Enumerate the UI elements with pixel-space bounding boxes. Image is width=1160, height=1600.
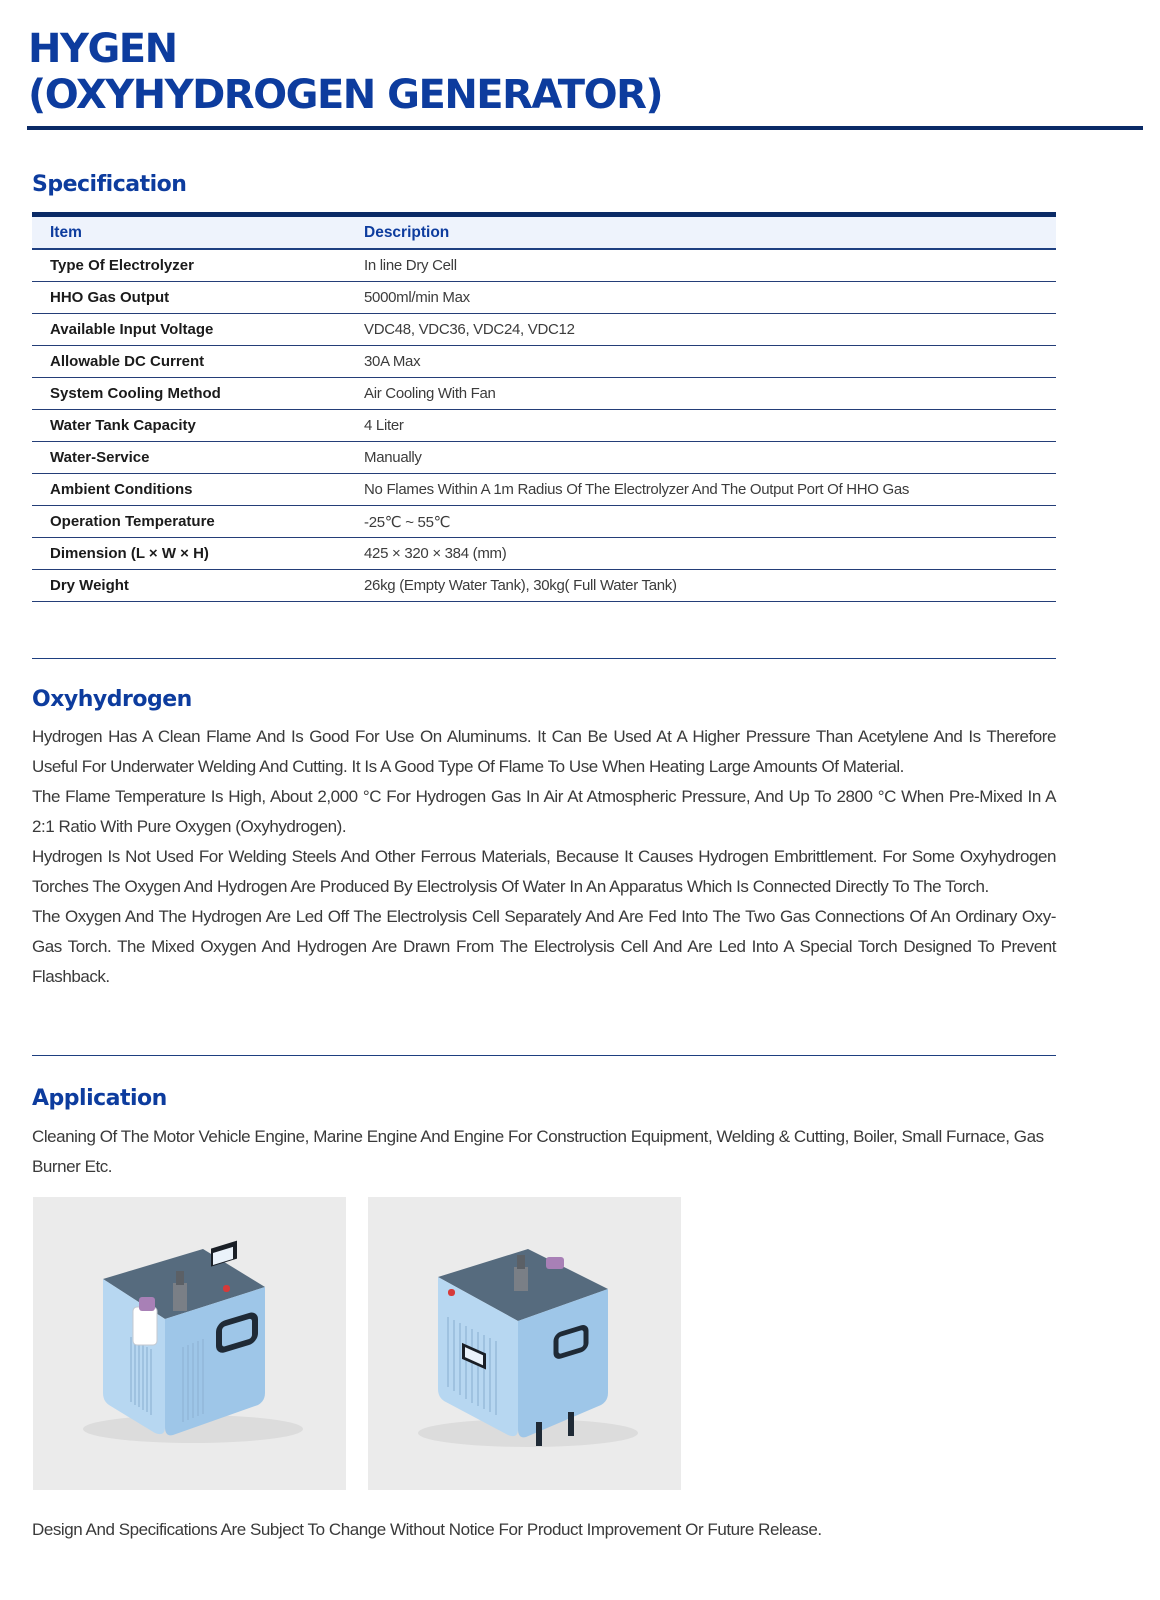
spec-description: 26kg (Empty Water Tank), 30kg( Full Water Tank) <box>346 570 1056 602</box>
column-header-description: Description <box>346 215 1056 250</box>
spec-description: -25℃ ~ 55℃ <box>346 506 1056 538</box>
spec-item: System Cooling Method <box>32 378 346 410</box>
table-row <box>32 346 1056 378</box>
product-image-rear <box>368 1197 681 1490</box>
oxyhydrogen-heading: Oxyhydrogen <box>32 687 192 712</box>
specification-table <box>32 212 1056 602</box>
generator-illustration <box>368 1197 681 1490</box>
title-rule <box>27 126 1143 130</box>
spec-item: Type Of Electrolyzer <box>32 249 346 282</box>
spec-item: HHO Gas Output <box>32 282 346 314</box>
oxyhydrogen-paragraph: Hydrogen Is Not Used For Welding Steels And Other Ferrous Materials, Because It Causes Hydrogen Embrittlement. For Some Oxyhydrogen Torches The Oxygen And Hydrogen Are Produced By Electrolysis Of Water In An Apparatus Which Is Connected Directly To The Torch. <box>32 847 1056 896</box>
spec-item: Water Tank Capacity <box>32 410 346 442</box>
table-row <box>32 474 1056 506</box>
spec-item: Dry Weight <box>32 570 346 602</box>
table-row <box>32 570 1056 602</box>
column-header-item: Item <box>32 215 346 250</box>
application-text: Cleaning Of The Motor Vehicle Engine, Marine Engine And Engine For Construction Equipment, Welding & Cutting, Boiler, Small Furnace, Gas Burner Etc. <box>32 1127 1044 1176</box>
spec-description: 30A Max <box>346 346 1056 378</box>
oxyhydrogen-paragraph: The Oxygen And The Hydrogen Are Led Off The Electrolysis Cell Separately And Are Fed Into The Two Gas Connections Of An Ordinary Oxy-Gas Torch. The Mixed Oxygen And Hydrogen Are Drawn From The Electrolysis Cell And Are Led Into A Special Torch Designed To Prevent Flashback. <box>32 907 1056 986</box>
table-row <box>32 442 1056 474</box>
table-row <box>32 506 1056 538</box>
oxyhydrogen-paragraph: The Flame Temperature Is High, About 2,000 °C For Hydrogen Gas In Air At Atmospheric Pressure, And Up To 2800 °C When Pre-Mixed In A 2:1 Ratio With Pure Oxygen (Oxyhydrogen). <box>32 787 1056 836</box>
spec-description: No Flames Within A 1m Radius Of The Electrolyzer And The Output Port Of HHO Gas <box>346 474 1056 506</box>
disclaimer-note: Design And Specifications Are Subject To Change Without Notice For Product Improvement Or Future Release. <box>32 1520 822 1539</box>
generator-illustration <box>33 1197 346 1490</box>
spec-item: Available Input Voltage <box>32 314 346 346</box>
oxyhydrogen-body <box>32 722 1056 992</box>
spec-item: Dimension (L × W × H) <box>32 538 346 570</box>
title-line-2: (OXYHYDROGEN GENERATOR) <box>28 72 663 118</box>
table-row <box>32 314 1056 346</box>
spec-item: Ambient Conditions <box>32 474 346 506</box>
table-header-row <box>32 215 1056 250</box>
specification-heading: Specification <box>32 172 187 197</box>
spec-description: In line Dry Cell <box>346 249 1056 282</box>
spec-description: Manually <box>346 442 1056 474</box>
spec-description: 4 Liter <box>346 410 1056 442</box>
spec-description: Air Cooling With Fan <box>346 378 1056 410</box>
spec-item: Water-Service <box>32 442 346 474</box>
application-heading: Application <box>32 1086 167 1111</box>
spec-description: VDC48, VDC36, VDC24, VDC12 <box>346 314 1056 346</box>
spec-item: Allowable DC Current <box>32 346 346 378</box>
section-divider <box>32 1055 1056 1056</box>
product-image-front <box>33 1197 346 1490</box>
oxyhydrogen-paragraph: Hydrogen Has A Clean Flame And Is Good For Use On Aluminums. It Can Be Used At A Higher Pressure Than Acetylene And Is Therefore Useful For Underwater Welding And Cutting. It Is A Good Type Of Flame To Use When Heating Large Amounts Of Material. <box>32 727 1056 776</box>
title-line-1: HYGEN <box>28 26 177 72</box>
section-divider <box>32 658 1056 659</box>
spec-description: 425 × 320 × 384 (mm) <box>346 538 1056 570</box>
spec-description: 5000ml/min Max <box>346 282 1056 314</box>
table-row <box>32 378 1056 410</box>
table-row <box>32 282 1056 314</box>
table-row <box>32 410 1056 442</box>
table-row <box>32 249 1056 282</box>
page-title <box>28 26 662 118</box>
spec-item: Operation Temperature <box>32 506 346 538</box>
table-row <box>32 538 1056 570</box>
